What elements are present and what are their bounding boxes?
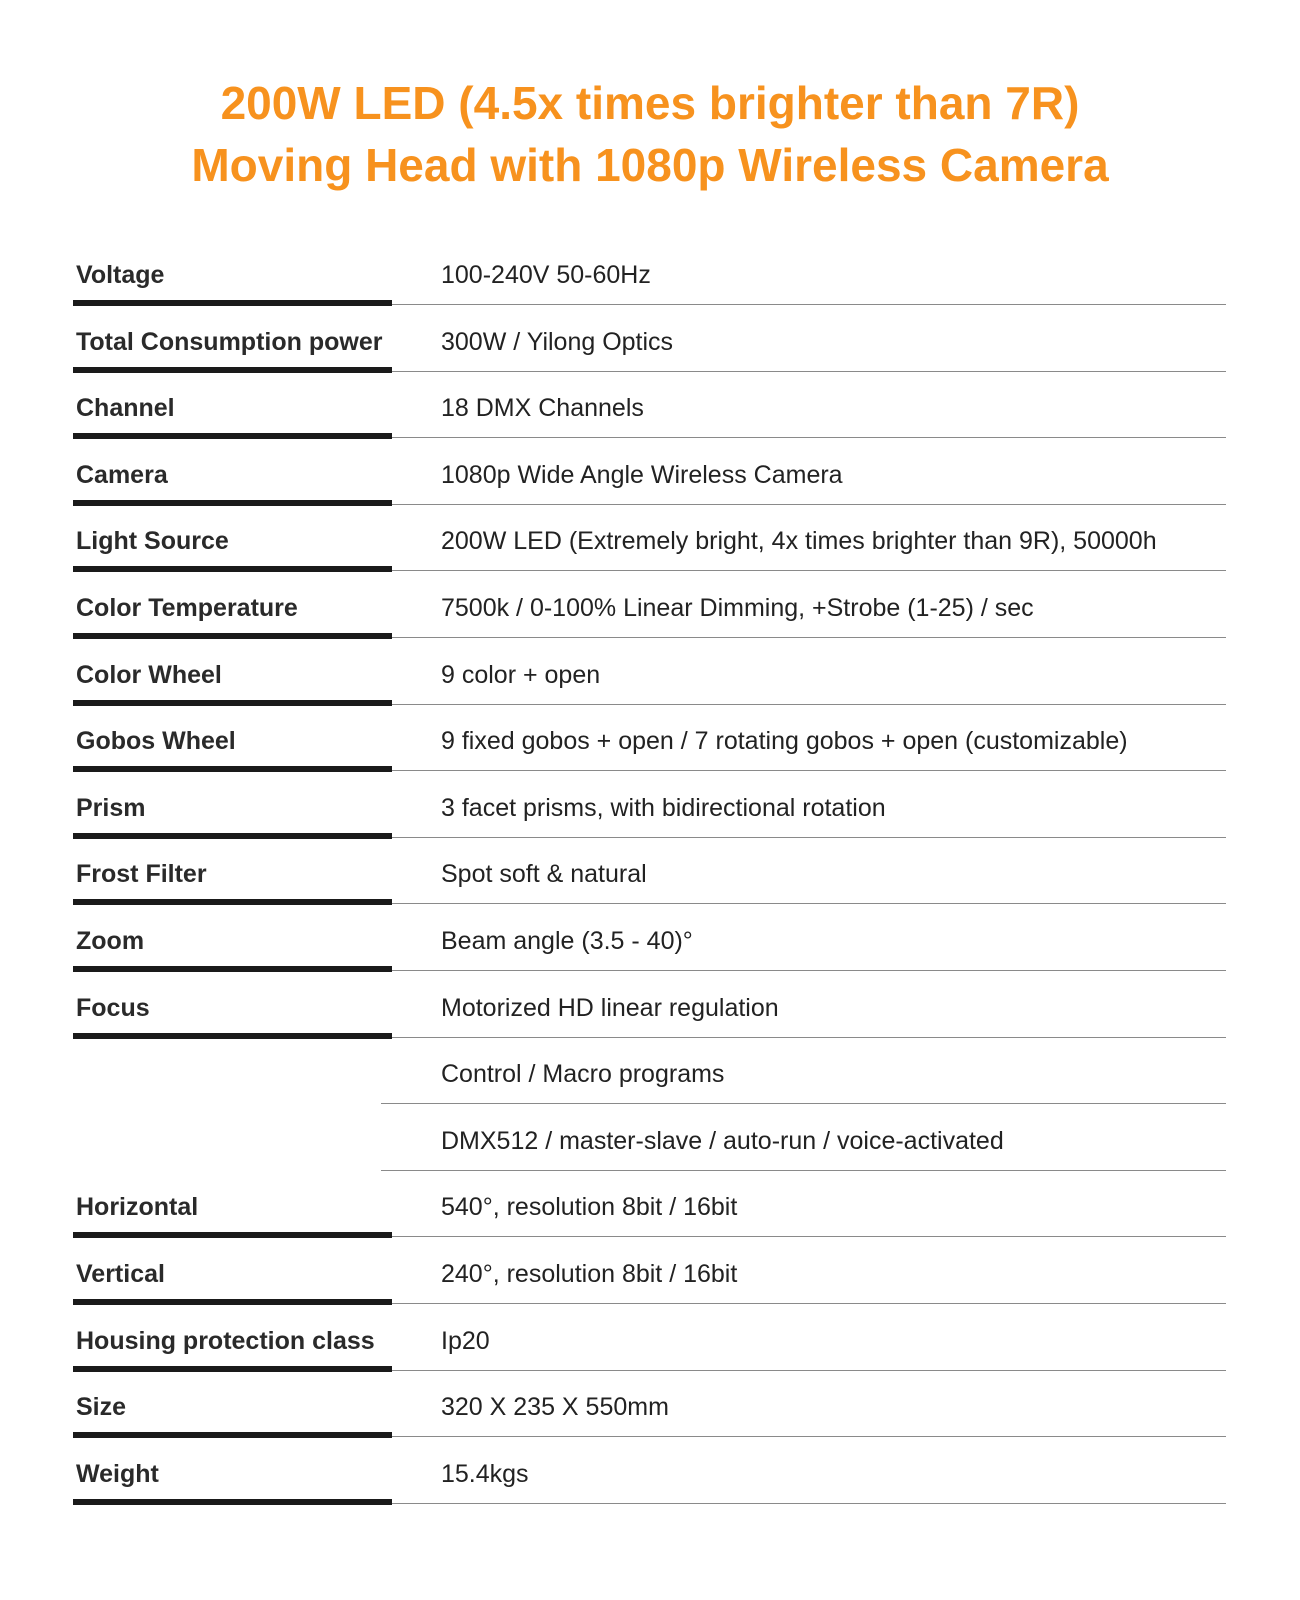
value-divider xyxy=(392,637,1226,638)
spec-value: 240°, resolution 8bit / 16bit xyxy=(441,1259,738,1288)
spec-label: Size xyxy=(76,1393,127,1422)
spec-label: Channel xyxy=(76,394,175,423)
spec-value: 3 facet prisms, with bidirectional rotation xyxy=(441,793,886,822)
spec-label: Horizontal xyxy=(76,1193,199,1222)
spec-row-gobos-wheel xyxy=(0,706,1300,773)
label-divider xyxy=(73,566,392,572)
spec-label: Camera xyxy=(76,460,168,489)
spec-row-control-modes xyxy=(0,1106,1300,1173)
spec-label: Color Wheel xyxy=(76,660,222,689)
label-divider xyxy=(73,1432,392,1438)
value-divider xyxy=(392,837,1226,838)
value-divider xyxy=(392,1370,1226,1371)
label-divider xyxy=(73,500,392,506)
spec-label: Prism xyxy=(76,793,146,822)
spec-value: 1080p Wide Angle Wireless Camera xyxy=(441,460,843,489)
spec-value: DMX512 / master-slave / auto-run / voice-activated xyxy=(441,1126,1004,1155)
spec-table xyxy=(0,240,1300,1505)
spec-row-prism xyxy=(0,773,1300,840)
spec-row-frost-filter xyxy=(0,839,1300,906)
label-divider xyxy=(73,1299,392,1305)
title-line-1: 200W LED (4.5x times brighter than 7R) xyxy=(220,77,1080,129)
spec-value: Beam angle (3.5 - 40)° xyxy=(441,926,693,955)
spec-row-control xyxy=(0,1039,1300,1106)
spec-value: Spot soft & natural xyxy=(441,860,647,889)
spec-value: 320 X 235 X 550mm xyxy=(441,1393,669,1422)
spec-value: 300W / Yilong Optics xyxy=(441,327,674,356)
label-divider xyxy=(73,899,392,905)
spec-value: 200W LED (Extremely bright, 4x times brighter than 9R), 50000h xyxy=(441,527,1157,556)
label-divider xyxy=(73,833,392,839)
spec-value: 9 color + open xyxy=(441,660,601,689)
value-divider xyxy=(392,970,1226,971)
spec-label: Focus xyxy=(76,993,150,1022)
value-divider xyxy=(392,570,1226,571)
value-divider xyxy=(392,1303,1226,1304)
title-line-2: Moving Head with 1080p Wireless Camera xyxy=(191,139,1109,191)
spec-value: 540°, resolution 8bit / 16bit xyxy=(441,1193,738,1222)
spec-row-camera xyxy=(0,440,1300,507)
value-divider xyxy=(392,704,1226,705)
value-divider xyxy=(392,371,1226,372)
value-divider xyxy=(392,437,1226,438)
spec-label: Color Temperature xyxy=(76,593,298,622)
label-divider xyxy=(73,1499,392,1505)
spec-row-channel xyxy=(0,373,1300,440)
spec-row-housing-protection-class xyxy=(0,1306,1300,1373)
label-divider xyxy=(73,433,392,439)
spec-row-vertical xyxy=(0,1239,1300,1306)
spec-value: Ip20 xyxy=(441,1326,490,1355)
label-divider xyxy=(73,966,392,972)
spec-label: Voltage xyxy=(76,261,165,289)
spec-value: Control / Macro programs xyxy=(441,1060,725,1089)
value-divider xyxy=(392,770,1226,771)
value-divider xyxy=(392,903,1226,904)
spec-value: 18 DMX Channels xyxy=(441,394,644,423)
value-divider xyxy=(381,1170,1226,1171)
spec-label: Total Consumption power xyxy=(76,327,383,356)
value-divider xyxy=(392,304,1226,305)
page-title xyxy=(0,72,1300,196)
spec-label: Zoom xyxy=(76,926,145,955)
label-divider xyxy=(73,367,392,373)
label-divider xyxy=(73,700,392,706)
spec-label: Housing protection class xyxy=(76,1326,375,1355)
spec-value: 15.4kgs xyxy=(441,1459,529,1488)
spec-label: Frost Filter xyxy=(76,860,207,889)
spec-row-zoom xyxy=(0,906,1300,973)
spec-label: Light Source xyxy=(76,527,229,556)
spec-row-color-temperature xyxy=(0,573,1300,640)
value-divider xyxy=(392,1436,1226,1437)
spec-row-light-source xyxy=(0,506,1300,573)
spec-value: 7500k / 0-100% Linear Dimming, +Strobe (1-25) / sec xyxy=(441,593,1034,622)
label-divider xyxy=(73,633,392,639)
spec-label: Vertical xyxy=(76,1259,165,1288)
label-divider xyxy=(73,766,392,772)
label-divider xyxy=(73,1033,392,1039)
label-divider xyxy=(73,1232,392,1238)
label-divider xyxy=(73,1366,392,1372)
spec-label: Weight xyxy=(76,1459,159,1488)
spec-value: 100-240V 50-60Hz xyxy=(441,261,651,289)
value-divider xyxy=(392,1503,1226,1504)
value-divider xyxy=(392,504,1226,505)
spec-row-horizontal xyxy=(0,1172,1300,1239)
spec-row-voltage xyxy=(0,240,1300,307)
spec-value: 9 fixed gobos + open / 7 rotating gobos + open (customizable) xyxy=(441,727,1128,756)
spec-row-size xyxy=(0,1372,1300,1439)
value-divider xyxy=(392,1037,1226,1038)
spec-row-focus xyxy=(0,973,1300,1040)
spec-value: Motorized HD linear regulation xyxy=(441,993,779,1022)
spec-row-weight xyxy=(0,1439,1300,1506)
label-divider xyxy=(73,300,392,306)
spec-row-total-consumption-power xyxy=(0,307,1300,374)
spec-row-color-wheel xyxy=(0,640,1300,707)
value-divider xyxy=(381,1103,1226,1104)
value-divider xyxy=(392,1236,1226,1237)
spec-label: Gobos Wheel xyxy=(76,727,236,756)
